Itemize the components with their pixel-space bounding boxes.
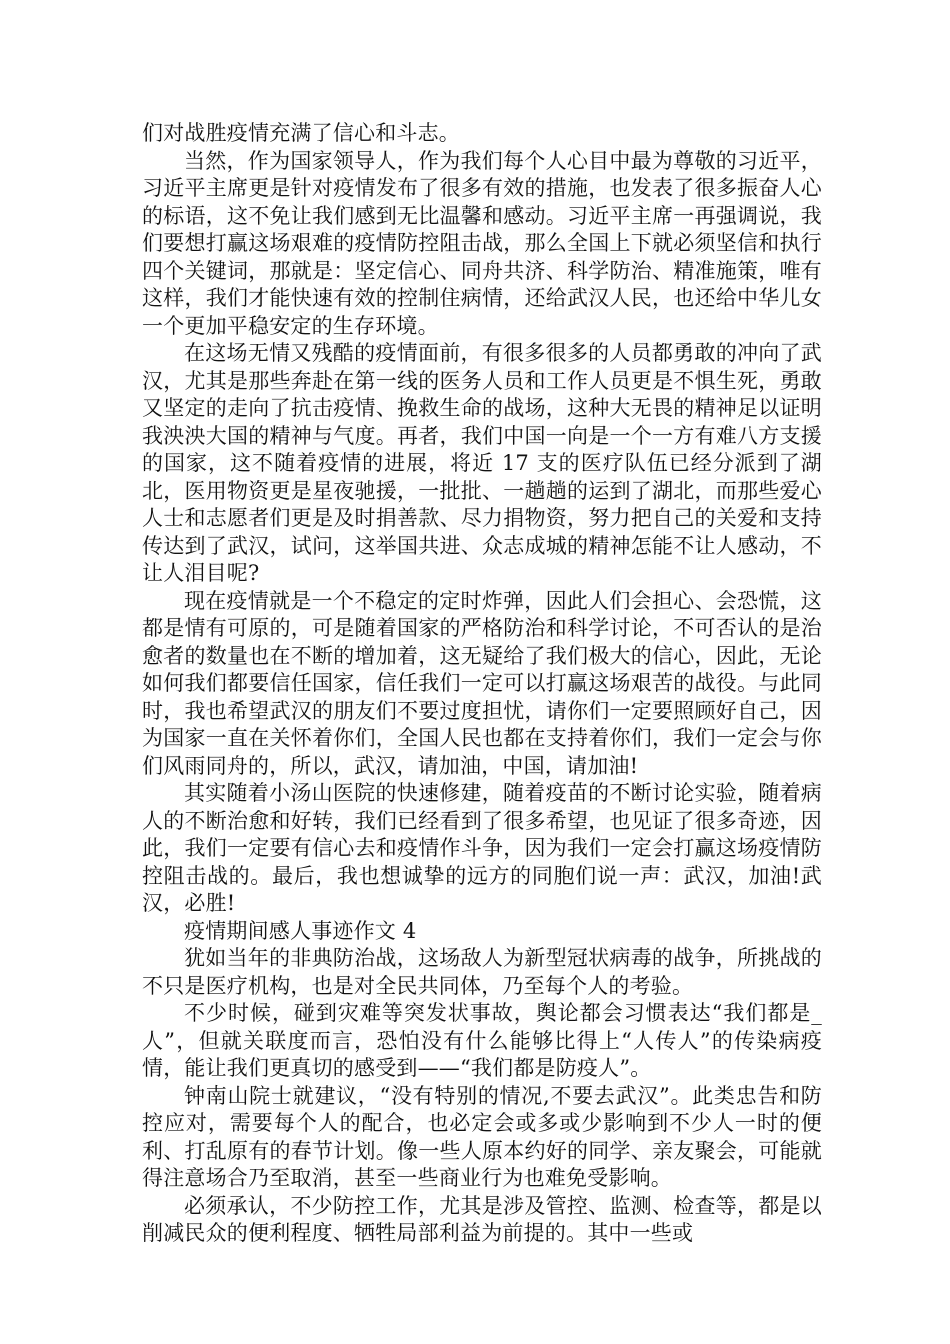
paragraph: 现在疫情就是一个不稳定的定时炸弹，因此人们会担心、会恐慌，这都是情有可原的，可是随着国家的严格防治和科学讨论，不可否认的是治愈者的数量也在不断的增加着，这无疑给了我们极大的信心，因此，无论如何我们都要信任国家，信任我们一定可以打赢这场艰苦的战役。与此同时，我也希望武汉的朋友们不要过度担忧，请你们一定要照顾好自己，因为国家一直在关怀着你们，全国人民也都在支持着你们，我们一定会与你们风雨同舟的，所以，武汉，请加油，中国，请加油! [142,588,822,778]
paragraph: 当然，作为国家领导人，作为我们每个人心目中最为尊敬的习近平，习近平主席更是针对疫情发布了很多有效的措施，也发表了很多振奋人心的标语，这不免让我们感到无比温馨和感动。习近平主席一再强调说，我们要想打赢这场艰难的疫情防控阻击战，那么全国上下就必须坚信和执行四个关键词，那就是：坚定信心、同舟共济、科学防治、精准施策，唯有这样，我们才能快速有效的控制住病情，还给武汉人民，也还给中华儿女一个更加平稳安定的生存环境。 [142,148,822,338]
paragraph: 不少时候，碰到灾难等突发状事故，舆论都会习惯表达“我们都是_人”，但就关联度而言，恐怕没有什么能够比得上“人传人”的传染病疫情，能让我们更真切的感受到——“我们都是防疫人”。 [142,1001,822,1080]
paragraph: 们对战胜疫情充满了信心和斗志。 [142,121,460,145]
section-heading: 疫情期间感人事迹作文 4 [184,918,417,943]
paragraph: 在这场无情又残酷的疫情面前，有很多很多的人员都勇敢的冲向了武汉，尤其是那些奔赴在第一线的医务人员和工作人员更是不惧生死，勇敢又坚定的走向了抗击疫情、挽救生命的战场，这种大无畏的精神足以证明我泱泱大国的精神与气度。再者，我们中国一向是一个一方有难八方支援的国家，这不随着疫情的进展，将近 17 支的医疗队伍已经分派到了湖北，医用物资更是星夜驰援，一批批、一趟趟的运到了湖北，而那些爱心人士和志愿者们更是及时捐善款、尽力捐物资，努力把自己的关爱和支持传达到了武汉，试问，这举国共进、众志成城的精神怎能不让人感动，不让人泪目呢? [142,341,822,585]
paragraph: 钟南山院士就建议，“没有特别的情况,不要去武汉”。此类忠告和防控应对，需要每个人的配合，也必定会或多或少影响到不少人一时的便利、打乱原有的春节计划。像一些人原本约好的同学、亲友聚会，可能就得注意场合乃至取消，甚至一些商业行为也难免受影响。 [142,1083,822,1190]
document-body [142,120,822,1248]
paragraph: 其实随着小汤山医院的快速修建，随着疫苗的不断讨论实验，随着病人的不断治愈和好转，我们已经看到了很多希望，也见证了很多奇迹，因此，我们一定要有信心去和疫情作斗争，因为我们一定会打赢这场疫情防控阻击战的。最后，我也想诚挚的远方的同胞们说一声：武汉，加油!武汉，必胜! [142,781,822,915]
paragraph: 必须承认，不少防控工作，尤其是涉及管控、监测、检查等，都是以削减民众的便利程度、牺牲局部利益为前提的。其中一些或 [142,1193,822,1245]
paragraph: 犹如当年的非典防治战，这场敌人为新型冠状病毒的战争，所挑战的不只是医疗机构，也是对全民共同体，乃至每个人的考验。 [142,946,822,998]
